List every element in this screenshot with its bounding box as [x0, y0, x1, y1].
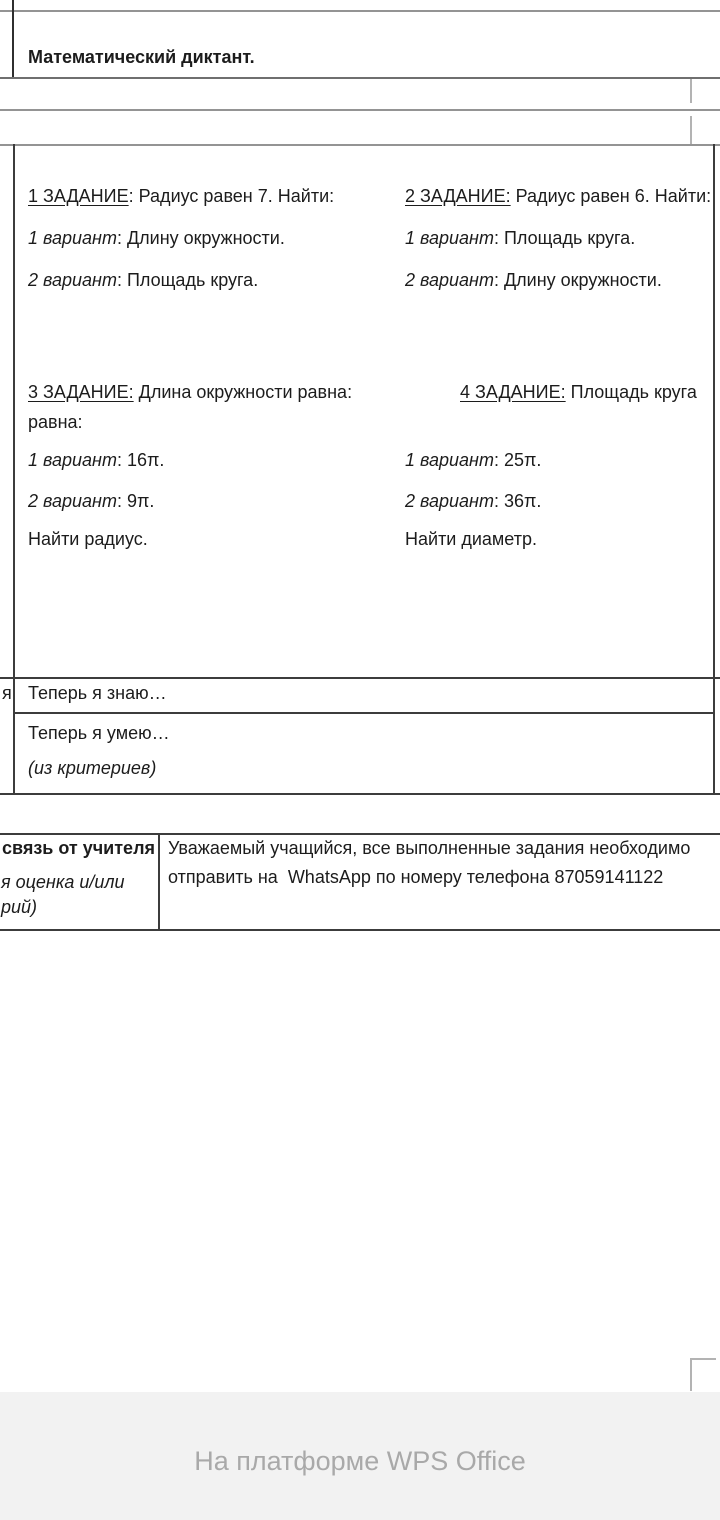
task2-variant1 — [405, 228, 635, 249]
task2-variant2-label: 2 вариант — [405, 270, 494, 290]
reflection-row-divider — [13, 712, 713, 714]
document-title: Математический диктант. — [28, 47, 255, 67]
task1-heading-underlined: 1 ЗАДАНИЕ — [28, 186, 129, 206]
reflection-row2-text: Теперь я умею… — [28, 723, 170, 743]
task4-find: Найти диаметр. — [405, 529, 537, 549]
reflection-left-column-fragment: я — [2, 683, 12, 703]
task3-heading — [28, 382, 352, 403]
task4-heading — [460, 382, 697, 403]
task1-variant2-label: 2 вариант — [28, 270, 117, 290]
task1-variant1 — [28, 228, 285, 249]
task1-heading-text: : Радиус равен 7. Найти: — [128, 186, 335, 206]
task4-variant2 — [405, 491, 541, 512]
task4-variant2-text: : 36π. — [493, 491, 542, 511]
task3-heading-underlined: 3 ЗАДАНИЕ: — [28, 382, 134, 402]
task4-heading-wrap: равна: — [28, 412, 83, 432]
task4-heading-text: Площадь круга — [565, 382, 697, 402]
task3-variant2 — [28, 491, 154, 512]
task1-variant2 — [28, 270, 258, 291]
task1-heading — [28, 186, 334, 207]
feedback-table-top-border — [0, 833, 720, 835]
task2-heading — [405, 186, 711, 207]
task3-find: Найти радиус. — [28, 529, 148, 549]
task1-variant2-text: : Площадь круга. — [116, 270, 259, 290]
page3-margin-corner-mark-horizontal — [690, 1358, 716, 1360]
tasks-table-right-border — [713, 144, 715, 795]
feedback-message-line2: отправить на WhatsApp по номеру телефона 87059141122 — [168, 867, 664, 887]
page1-margin-corner-mark — [690, 79, 692, 103]
page3-margin-corner-mark-vertical — [690, 1358, 692, 1391]
task4-variant1-text: : 25π. — [493, 450, 542, 470]
task3-heading-text: Длина окружности равна: — [133, 382, 353, 402]
task1-variant1-label: 1 вариант — [28, 228, 117, 248]
page-break-line-1 — [0, 109, 720, 111]
task4-variant1-label: 1 вариант — [405, 450, 494, 470]
feedback-column-divider — [158, 833, 160, 931]
feedback-message-line1: Уважаемый учащийся, все выполненные задания необходимо — [168, 838, 691, 858]
title-row-bottom-border — [0, 77, 720, 79]
feedback-header-note-fragment1: я оценка и/или — [1, 872, 125, 892]
feedback-table-bottom-border — [0, 929, 720, 931]
reflection-row1-text: Теперь я знаю… — [28, 683, 167, 703]
page-break-line-2 — [0, 144, 720, 146]
reflection-row2-note: (из критериев) — [28, 758, 157, 778]
task2-heading-underlined: 2 ЗАДАНИЕ: — [405, 186, 511, 206]
feedback-header-note-fragment2: рий) — [1, 897, 38, 917]
task2-variant1-text: : Площадь круга. — [493, 228, 636, 248]
task2-heading-text: Радиус равен 6. Найти: — [510, 186, 712, 206]
task3-variant1-label: 1 вариант — [28, 450, 117, 470]
page2-margin-corner-mark — [690, 116, 692, 144]
task3-variant1 — [28, 450, 164, 471]
title-row-top-border — [0, 10, 720, 12]
tasks-row-bottom-border — [0, 677, 720, 679]
feedback-header-fragment: связь от учителя — [2, 838, 156, 858]
task2-variant1-label: 1 вариант — [405, 228, 494, 248]
wps-platform-brand-text: На платформе WPS Office — [194, 1446, 526, 1476]
task3-variant1-text: : 16π. — [116, 450, 165, 470]
tasks-table-left-border — [13, 144, 15, 795]
task3-variant2-text: : 9π. — [116, 491, 155, 511]
wps-footer-bar — [0, 1392, 720, 1520]
task1-variant1-text: : Длину окружности. — [116, 228, 285, 248]
task4-heading-underlined: 4 ЗАДАНИЕ: — [460, 382, 566, 402]
reflection-table-bottom-border — [0, 793, 720, 795]
task2-variant2-text: : Длину окружности. — [493, 270, 662, 290]
task4-variant1 — [405, 450, 541, 471]
title-cell-left-border — [12, 0, 14, 79]
task4-variant2-label: 2 вариант — [405, 491, 494, 511]
task3-variant2-label: 2 вариант — [28, 491, 117, 511]
task2-variant2 — [405, 270, 662, 291]
